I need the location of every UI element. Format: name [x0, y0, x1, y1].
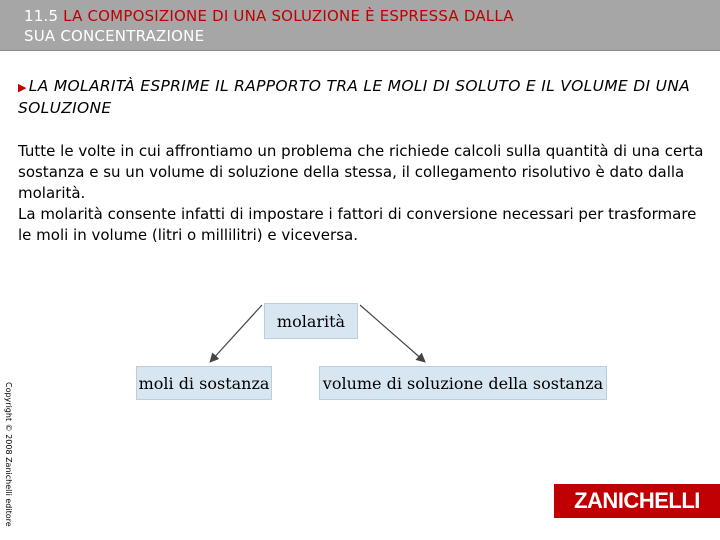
paragraph-1: Tutte le volte in cui affrontiamo un problema che richiede calcoli sulla quantità di una certa sostanza e su un volume di soluzione della stessa, il collegamento risolutivo è dato dalla molarità. — [18, 142, 704, 202]
moli-di-sostanza-box: moli di sostanza — [136, 366, 272, 400]
copyright-notice — [2, 382, 16, 527]
slide-title — [24, 6, 704, 46]
molarita-box: molarità — [264, 303, 358, 339]
title-line-2: SUA CONCENTRAZIONE — [24, 27, 205, 45]
triangle-bullet-icon: ▶ — [18, 81, 27, 94]
arrow-left — [211, 305, 262, 361]
subtitle-text: LA MOLARITÀ ESPRIME IL RAPPORTO TRA LE MOLI DI SOLUTO E IL VOLUME DI UNA SOLUZIONE — [18, 77, 691, 117]
section-number: 11.5 — [24, 7, 59, 25]
subtitle — [18, 76, 708, 119]
copyright-text: Copyright © 2008 Zanichelli editore — [4, 382, 13, 527]
zanichelli-logo: ZANICHELLI — [554, 484, 720, 518]
paragraph-2: La molarità consente infatti di impostare i fattori di conversione necessari per trasformare le moli in volume (litri o millilitri) e viceversa. — [18, 205, 697, 244]
header-bar — [0, 0, 720, 51]
title-line-1: LA COMPOSIZIONE DI UNA SOLUZIONE È ESPRESSA DALLA — [63, 7, 514, 25]
arrow-right — [360, 305, 424, 361]
body-text — [18, 141, 708, 246]
volume-soluzione-box: volume di soluzione della sostanza — [319, 366, 607, 400]
